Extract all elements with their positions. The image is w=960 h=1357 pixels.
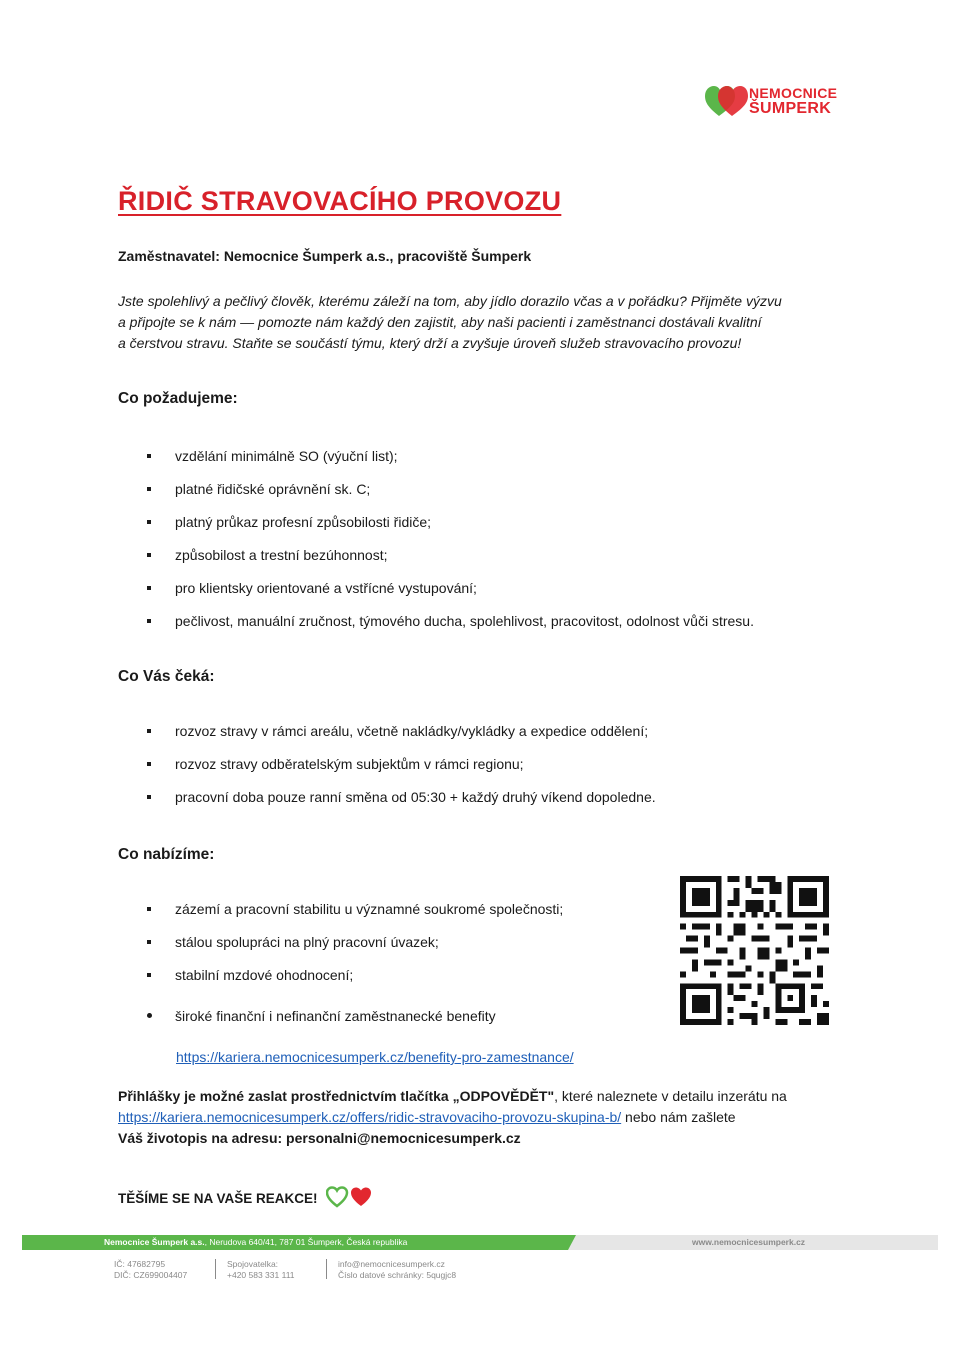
employer-line: Zaměstnavatel: Nemocnice Šumperk a.s., pracoviště Šumperk xyxy=(118,248,532,264)
requirements-heading: Co požadujeme: xyxy=(118,390,238,407)
bullet-icon xyxy=(147,1013,152,1018)
footer-dic: DIČ: CZ699004407 xyxy=(114,1270,188,1280)
list-item xyxy=(145,787,656,820)
list-item-text: způsobilost a trestní bezúhonnost; xyxy=(175,547,388,563)
list-item xyxy=(145,578,754,611)
list-item-text: pečlivost, manuální zručnost, týmového ducha, spolehlivost, pracovitost, odolnost vůči stresu. xyxy=(175,613,754,629)
bullet-icon xyxy=(147,520,151,524)
footer-phone-label: Spojovatelka: xyxy=(227,1259,279,1269)
requirements-list xyxy=(145,446,754,644)
list-item xyxy=(145,479,754,512)
list-item-text: pro klientsky orientované a vstřícné vystupování; xyxy=(175,580,477,596)
footer-company xyxy=(104,1237,407,1247)
intro-line: a připojte se k nám — pomozte nám každý den zajistit, aby naši pacienti i zaměstnanci dostávali kvalitní xyxy=(118,314,762,330)
footer-contact xyxy=(338,1259,456,1281)
bullet-icon xyxy=(147,762,151,766)
list-item-text: vzdělání minimálně SO (výuční list); xyxy=(175,448,398,464)
footer-phone-number: +420 583 331 111 xyxy=(227,1270,295,1280)
bullet-icon xyxy=(147,940,151,944)
list-item-text: pracovní doba pouze ranní směna od 05:30 + každý druhý víkend dopoledne. xyxy=(175,789,656,805)
list-item xyxy=(145,611,754,644)
list-item xyxy=(145,721,656,754)
list-item xyxy=(145,512,754,545)
apply-paragraph xyxy=(118,1086,848,1149)
list-item xyxy=(145,446,754,479)
footer-divider xyxy=(215,1259,216,1279)
footer-email: info@nemocnicesumperk.cz xyxy=(338,1259,445,1269)
list-item-text: rozvoz stravy v rámci areálu, včetně nakládky/vykládky a expedice oddělení; xyxy=(175,723,649,739)
list-item-text: platný průkaz profesní způsobilosti řidiče; xyxy=(175,514,432,530)
hearts-icon xyxy=(326,1186,374,1208)
expect-heading: Co Vás čeká: xyxy=(118,668,215,685)
offer-list xyxy=(145,899,563,1039)
list-item xyxy=(145,1006,563,1039)
intro-line: Jste spolehlivý a pečlivý člověk, kterému záleží na tom, aby jídlo dorazilo včas a v pořádku? Přijměte výzvu xyxy=(118,293,782,309)
intro-paragraph xyxy=(118,291,858,354)
bullet-icon xyxy=(147,454,151,458)
closing-text: TĚŠÍME SE NA VAŠE REAKCE! xyxy=(118,1191,318,1206)
footer-website[interactable]: www.nemocnicesumperk.cz xyxy=(692,1237,806,1247)
footer-company-name: Nemocnice Šumperk a.s. xyxy=(104,1237,205,1247)
page-title: ŘIDIČ STRAVOVACÍHO PROVOZU xyxy=(118,186,562,216)
logo-text-line2: ŠUMPERK xyxy=(749,100,832,117)
bullet-icon xyxy=(147,487,151,491)
expect-list xyxy=(145,721,656,820)
logo-text-line1: NEMOCNICE xyxy=(749,85,838,101)
bullet-icon xyxy=(147,586,151,590)
footer-databox: Číslo datové schránky: 5qugjc8 xyxy=(338,1270,457,1280)
footer-phone xyxy=(227,1259,295,1281)
list-item-text: rozvoz stravy odběratelským subjektům v rámci regionu; xyxy=(175,756,524,772)
apply-bold-text: Přihlášky je možné zaslat prostřednictvím tlačítka „ODPOVĚDĚT" xyxy=(118,1088,555,1104)
apply-email-text: Váš životopis na adresu: personalni@nemocnicesumperk.cz xyxy=(118,1130,521,1146)
bullet-icon xyxy=(147,907,151,911)
list-item-text: široké finanční i nefinanční zaměstnanecké benefity xyxy=(175,1008,496,1024)
intro-line: a čerstvou stravu. Staňte se součástí týmu, který drží a zvyšuje úroveň služeb stravovacího provozu! xyxy=(118,335,742,351)
company-logo xyxy=(705,84,855,120)
footer-ic: IČ: 47682795 xyxy=(114,1259,166,1269)
bullet-icon xyxy=(147,619,151,623)
offer-link[interactable]: https://kariera.nemocnicesumperk.cz/offers/ridic-stravovaciho-provozu-skupina-b/ xyxy=(118,1109,622,1125)
footer-divider xyxy=(326,1259,327,1279)
apply-text-2: nebo nám zašlete xyxy=(621,1109,736,1125)
bullet-icon xyxy=(147,973,151,977)
list-item-text: stálou spolupráci na plný pracovní úvazek; xyxy=(175,934,439,950)
list-item-text: zázemí a pracovní stabilitu u významné soukromé společnosti; xyxy=(175,901,564,917)
bullet-icon xyxy=(147,553,151,557)
list-item xyxy=(145,965,563,998)
list-item-text: platné řidičské oprávnění sk. C; xyxy=(175,481,371,497)
list-item xyxy=(145,545,754,578)
list-item-text: stabilní mzdové ohodnocení; xyxy=(175,967,354,983)
list-item xyxy=(145,932,563,965)
bullet-icon xyxy=(147,795,151,799)
footer-ids xyxy=(114,1259,187,1281)
footer-company-address: , Nerudova 640/41, 787 01 Šumperk, Česká republika xyxy=(204,1237,408,1247)
list-item xyxy=(145,754,656,787)
qr-code-icon xyxy=(680,876,829,1025)
benefits-link[interactable]: https://kariera.nemocnicesumperk.cz/benefity-pro-zamestnance/ xyxy=(176,1049,574,1065)
bullet-icon xyxy=(147,729,151,733)
apply-text: , které naleznete v detailu inzerátu na xyxy=(554,1088,787,1104)
list-item xyxy=(145,899,563,932)
hearts-logo-icon xyxy=(705,84,749,118)
offer-heading: Co nabízíme: xyxy=(118,846,215,863)
